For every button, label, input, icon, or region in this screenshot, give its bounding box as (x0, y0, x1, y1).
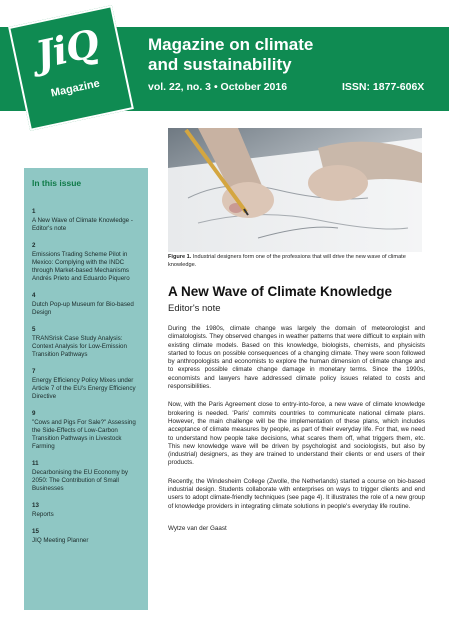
toc-item[interactable] (30, 292, 142, 317)
toc-title: Emissions Trading Scheme Pilot in Mexico: Complying with the INDC through Market-based Mechanisms (32, 251, 129, 274)
toc-title: Decarbonising the EU Economy by 2050: The Contribution of Small Businesses (32, 469, 128, 492)
toc-title: JIQ Meeting Planner (32, 537, 89, 544)
figure-photo (168, 128, 422, 252)
toc-page-number: 4 (32, 292, 36, 299)
toc-item[interactable] (30, 208, 142, 233)
toc-title: Energy Efficiency Policy Mixes under Article 7 of the EU's Energy Efficiency Directive (32, 377, 136, 400)
article-paragraph: During the 1980s, climate change was largely the domain of meteorologist and climatologists. They observed changes in weather patterns that were difficult to explain with existing climate models. Based on this knowledge, biologists, chemists, and physicists started to focus on possible consequences of a changing climate. They were soon followed by anthropologists and economists to explore the human dimension of climate change and to express possible climate change damage in monetary terms. Since the 1990s, economists and lawyers have addressed climate policy issues related to costs and responsibilities. (168, 325, 425, 391)
toc-title: Dutch Pop-up Museum for Bio-based Design (32, 301, 134, 316)
jiq-logo (8, 5, 134, 131)
figure-label: Figure 1. (168, 254, 192, 260)
toc-title: A New Wave of Climate Knowledge - Editor's note (32, 217, 133, 232)
toc-page-number: 9 (32, 410, 36, 417)
toc-title: TRANSrisk Case Study Analysis: Context Analysis for Low-Emission Transition Pathways (32, 335, 127, 358)
figure-caption (168, 254, 426, 269)
issn: ISSN: 1877-606X (342, 81, 425, 93)
toc-title: "Cows and Pigs For Sale?" Assessing the Side-Effects of Low-Carbon Transition Pathways in Livestock Farming (32, 419, 136, 450)
toc-item[interactable] (30, 528, 142, 545)
logo-mark: JiQ (31, 20, 103, 78)
toc-page-number: 15 (32, 528, 39, 535)
toc-item[interactable] (30, 326, 142, 359)
toc-page-number: 11 (32, 460, 39, 467)
toc-author: Andrés Prieto and Eduardo Piquero (32, 275, 130, 282)
table-of-contents (24, 168, 148, 610)
toc-page-number: 1 (32, 208, 36, 215)
article-title: A New Wave of Climate Knowledge (168, 284, 393, 299)
toc-page-number: 13 (32, 502, 39, 509)
toc-item[interactable] (30, 460, 142, 493)
toc-page-number: 2 (32, 242, 36, 249)
figure-caption-text: Industrial designers form one of the professions that will drive the new wave of climate knowledge. (168, 254, 406, 268)
magazine-title-line1: Magazine on climate (148, 35, 314, 54)
magazine-title (148, 35, 438, 75)
toc-list (30, 208, 142, 545)
issue-info: vol. 22, no. 3 • October 2016 (148, 81, 288, 93)
toc-item[interactable] (30, 502, 142, 519)
magazine-title-line2: and sustainability (148, 55, 292, 74)
article-paragraph: Recently, the Windesheim College (Zwolle, the Netherlands) started a course on bio-based industrial design. Students collaborate with enterprises on ways to trigger clients and end users to adopt climate-friendly techniques (see page 4). It illustrates the role of a new group of knowledge providers in integrating climate solutions in people's everyday life routine. (168, 477, 425, 510)
toc-page-number: 5 (32, 326, 36, 333)
article-signature: Wytze van der Gaast (168, 524, 227, 532)
article-subtitle: Editor's note (168, 303, 221, 314)
designer-drawing-image (168, 128, 422, 252)
toc-heading: In this issue (32, 178, 82, 188)
logo-word: Magazine (49, 77, 101, 100)
toc-title: Reports (32, 511, 54, 518)
toc-item[interactable] (30, 410, 142, 451)
toc-item[interactable] (30, 242, 142, 283)
article-paragraph: Now, with the Paris Agreement close to entry-into-force, a new wave of climate knowledge brokering is needed. 'Paris' commits countries to communicate national climate plans. However, the main challenge will be the implementation of these plans, which includes acceptance of climate measures by people, as part of their everyday life. For that, we need to understand how people take decisions, what scares them off, what triggers them, etc. This new knowledge wave will be driven by psychologist and sociologists, but also by (industrial) designers, as they are trained to understand their clients or end users of their products. (168, 401, 425, 467)
toc-page-number: 7 (32, 368, 36, 375)
article-body (168, 325, 425, 533)
toc-item[interactable] (30, 368, 142, 401)
